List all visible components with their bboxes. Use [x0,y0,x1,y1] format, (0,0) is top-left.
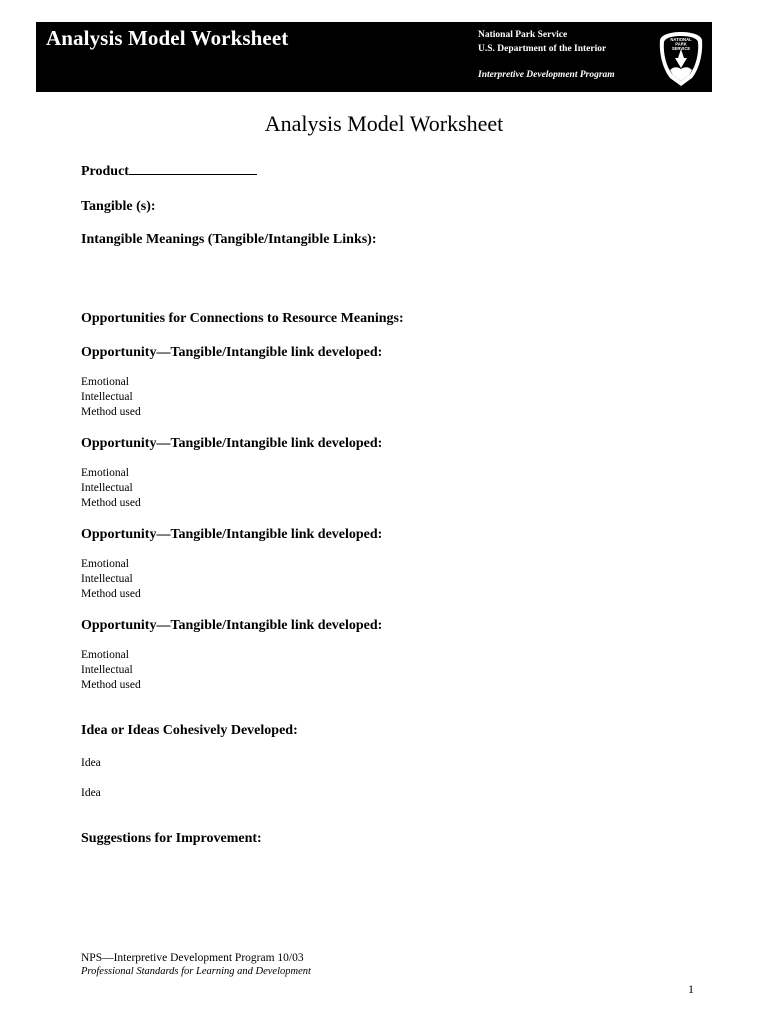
department-name: U.S. Department of the Interior [478,44,607,54]
suggestions-label: Suggestions for Improvement: [81,831,262,846]
opportunity-heading: Opportunity—Tangible/Intangible link developed: [81,618,383,633]
method-used-label: Method used [81,406,141,418]
emotional-label: Emotional [81,558,129,570]
intangible-label: Intangible Meanings (Tangible/Intangible Links): [81,232,377,247]
opportunity-block [81,526,701,602]
opportunity-block [81,344,701,420]
agency-name: National Park Service [478,30,568,40]
method-used-label: Method used [81,588,141,600]
product-field [81,162,701,181]
intellectual-label: Intellectual [81,573,133,585]
tangible-label: Tangible (s): [81,199,156,214]
emotional-label: Emotional [81,649,129,661]
product-blank-line[interactable] [129,162,257,175]
intellectual-label: Intellectual [81,482,133,494]
intellectual-label: Intellectual [81,664,133,676]
nps-arrowhead-icon [656,30,706,88]
emotional-label: Emotional [81,467,129,479]
program-name: Interpretive Development Program [478,70,615,80]
product-label: Product [81,164,129,179]
idea-item: Idea [81,757,101,769]
ideas-label: Idea or Ideas Cohesively Developed: [81,723,298,738]
logo-text-park: PARK [675,41,687,47]
method-used-label: Method used [81,497,141,509]
worksheet-content [81,162,701,848]
agency-block [478,28,615,82]
page-footer [81,951,311,979]
opportunity-block [81,617,701,693]
opportunity-heading: Opportunity—Tangible/Intangible link developed: [81,436,383,451]
intellectual-label: Intellectual [81,391,133,403]
footer-program-line: NPS—Interpretive Development Program 10/03 [81,952,304,964]
method-used-label: Method used [81,679,141,691]
logo-text-service: SERVICE [671,46,691,51]
opportunity-block [81,435,701,511]
opportunity-heading: Opportunity—Tangible/Intangible link developed: [81,527,383,542]
footer-standards-line: Professional Standards for Learning and Development [81,966,311,977]
opportunity-heading: Opportunity—Tangible/Intangible link developed: [81,345,383,360]
page-number: 1 [688,982,694,996]
idea-item: Idea [81,787,101,799]
emotional-label: Emotional [81,376,129,388]
opportunities-label: Opportunities for Connections to Resource Meanings: [81,311,404,326]
header-title: Analysis Model Worksheet [46,26,289,50]
logo-text-national: NATIONAL [670,37,692,42]
header-banner [36,22,712,92]
document-title: Analysis Model Worksheet [264,111,504,136]
